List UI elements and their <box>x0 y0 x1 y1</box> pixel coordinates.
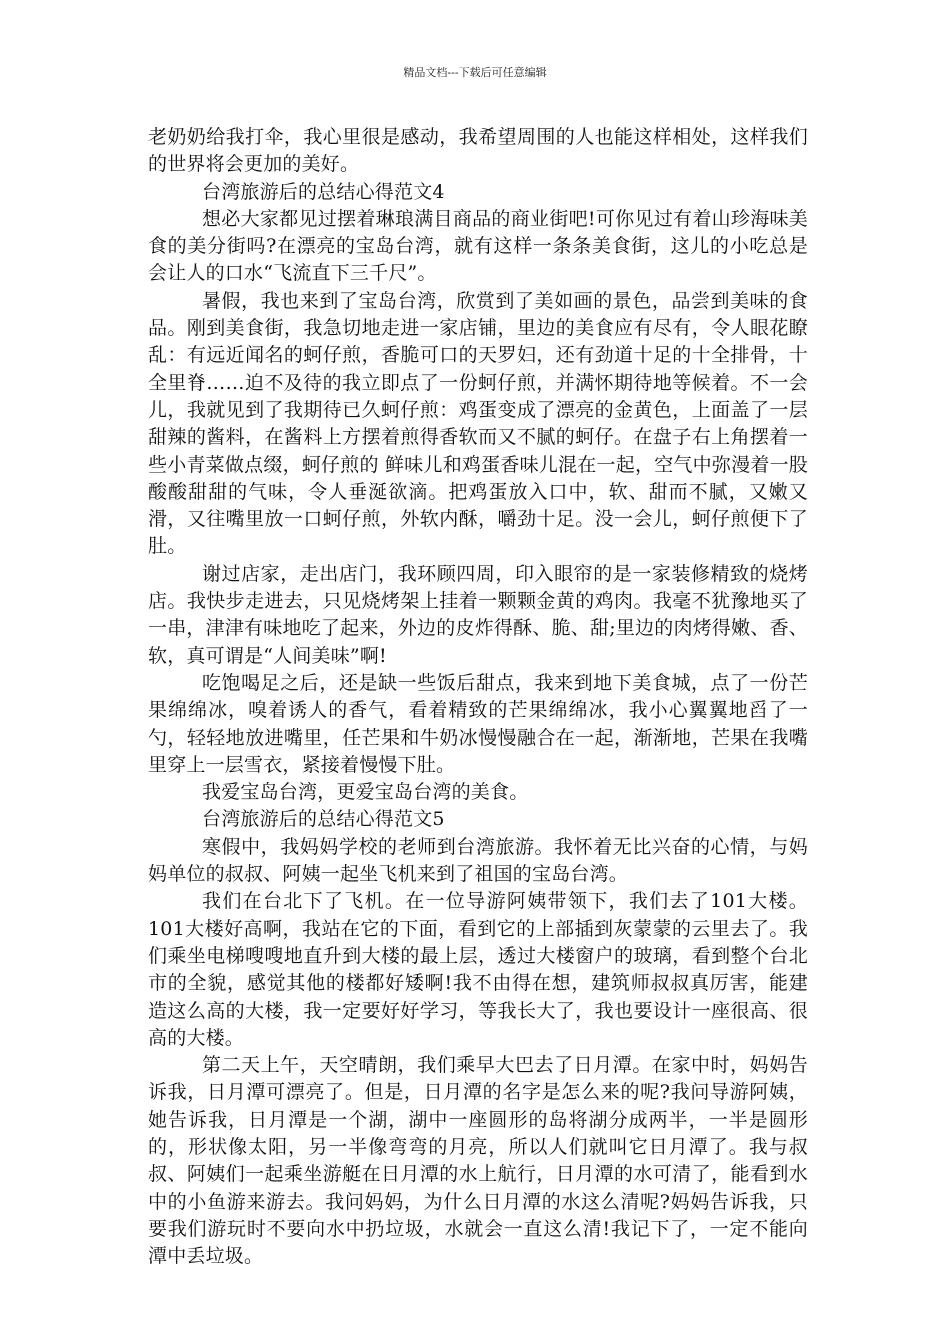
section-heading: 台湾旅游后的总结心得范文4 <box>202 180 445 203</box>
paragraph: 暑假，我也来到了宝岛台湾，欣赏到了美如画的景色，品尝到美味的食品。刚到美食街，我急切地走进一家店铺，里边的美食应有尽有，令人眼花瞭乱：有远近闻名的蚵仔煎，香脆可口的天罗妇，还有劲道十足的十全排骨，十全里脊……迫不及待的我立即点了一份蚵仔煎，并满怀期待地等候着。不一会儿，我就见到了我期待已久蚵仔煎：鸡蛋变成了漂亮的金黄色，上面盖了一层甜辣的酱料，在酱料上方摆着煎得香软而又不腻的蚵仔。在盘子右上角摆着一些小青菜做点缀，蚵仔煎的 鲜味儿和鸡蛋香味儿混在一起，空气中弥漫着一股酸酸甜甜的气味，令人垂涎欲滴。把鸡蛋放入口中，软、甜而不腻，又嫩又滑，又往嘴里放一口蚵仔煎，外软内酥，嚼劲十足。没一会儿，蚵仔煎便下了肚。 <box>148 289 808 558</box>
paragraph: 我们在台北下了飞机。在一位导游阿姨带领下，我们去了101大楼。101大楼好高啊，我站在它的下面，看到它的上部插到灰蒙蒙的云里去了。我们乘坐电梯嗖嗖地直升到大楼的最上层，透过大楼窗户的玻璃，看到整个台北市的全貌，感觉其他的楼都好矮啊!我不由得在想，建筑师叔叔真厉害，能建造这么高的大楼，我一定要好好学习，等我长大了，我也要设计一座很高、很高的大楼。 <box>148 890 808 1049</box>
paragraph: 谢过店家，走出店门，我环顾四周，印入眼帘的是一家装修精致的烧烤店。我快步走进去，只见烧烤架上挂着一颗颗金黄的鸡肉。我毫不犹豫地买了一串，津津有味地吃了起来，外边的皮炸得酥、脆、甜;里边的肉烤得嫩、香、软，真可谓是“人间美味”啊! <box>148 562 808 667</box>
paragraph: 我爱宝岛台湾，更爱宝岛台湾的美食。 <box>202 781 529 804</box>
section-heading: 台湾旅游后的总结心得范文5 <box>202 808 445 831</box>
paragraph: 吃饱喝足之后，还是缺一些饭后甜点，我来到地下美食城，点了一份芒果绵绵冰，嗅着诱人的香气，看着精致的芒果绵绵冰，我小心翼翼地舀了一勺，轻轻地放进嘴里，任芒果和牛奶冰慢慢融合在一起，渐渐地，芒果在我嘴里穿上一层雪衣，紧接着慢慢下肚。 <box>148 671 808 776</box>
paragraph: 老奶奶给我打伞，我心里很是感动，我希望周围的人也能这样相处，这样我们的世界将会更加的美好。 <box>148 126 808 176</box>
paragraph: 第二天上午，天空晴朗，我们乘早大巴去了日月潭。在家中时，妈妈告诉我，日月潭可漂亮了。但是，日月潭的名字是怎么来的呢?我问导游阿姨，她告诉我，日月潭是一个湖，湖中一座圆形的岛将湖分成两半，一半是圆形的，形状像太阳，另一半像弯弯的月亮，所以人们就叫它日月潭了。我与叔叔、阿姨们一起乘坐游艇在日月潭的水上航行，日月潭的水可清了，能看到水中的小鱼游来游去。我问妈妈，为什么日月潭的水这么清呢?妈妈告诉我，只要我们游玩时不要向水中扔垃圾，水就会一直这么清!我记下了，一定不能向潭中丢垃圾。 <box>148 1054 808 1268</box>
paragraph: 想必大家都见过摆着琳琅满目商品的商业街吧!可你见过有着山珍海味美食的美分街吗?在漂亮的宝岛台湾，就有这样一条条美食街，这儿的小吃总是会让人的口水“飞流直下三千尺”。 <box>148 207 808 285</box>
document-body <box>148 124 808 1270</box>
page-header: 精品文档---下载后可任意编辑 <box>403 66 547 79</box>
paragraph: 寒假中，我妈妈学校的老师到台湾旅游。我怀着无比兴奋的心情，与妈妈单位的叔叔、阿姨一起坐飞机来到了祖国的宝岛台湾。 <box>148 835 808 886</box>
